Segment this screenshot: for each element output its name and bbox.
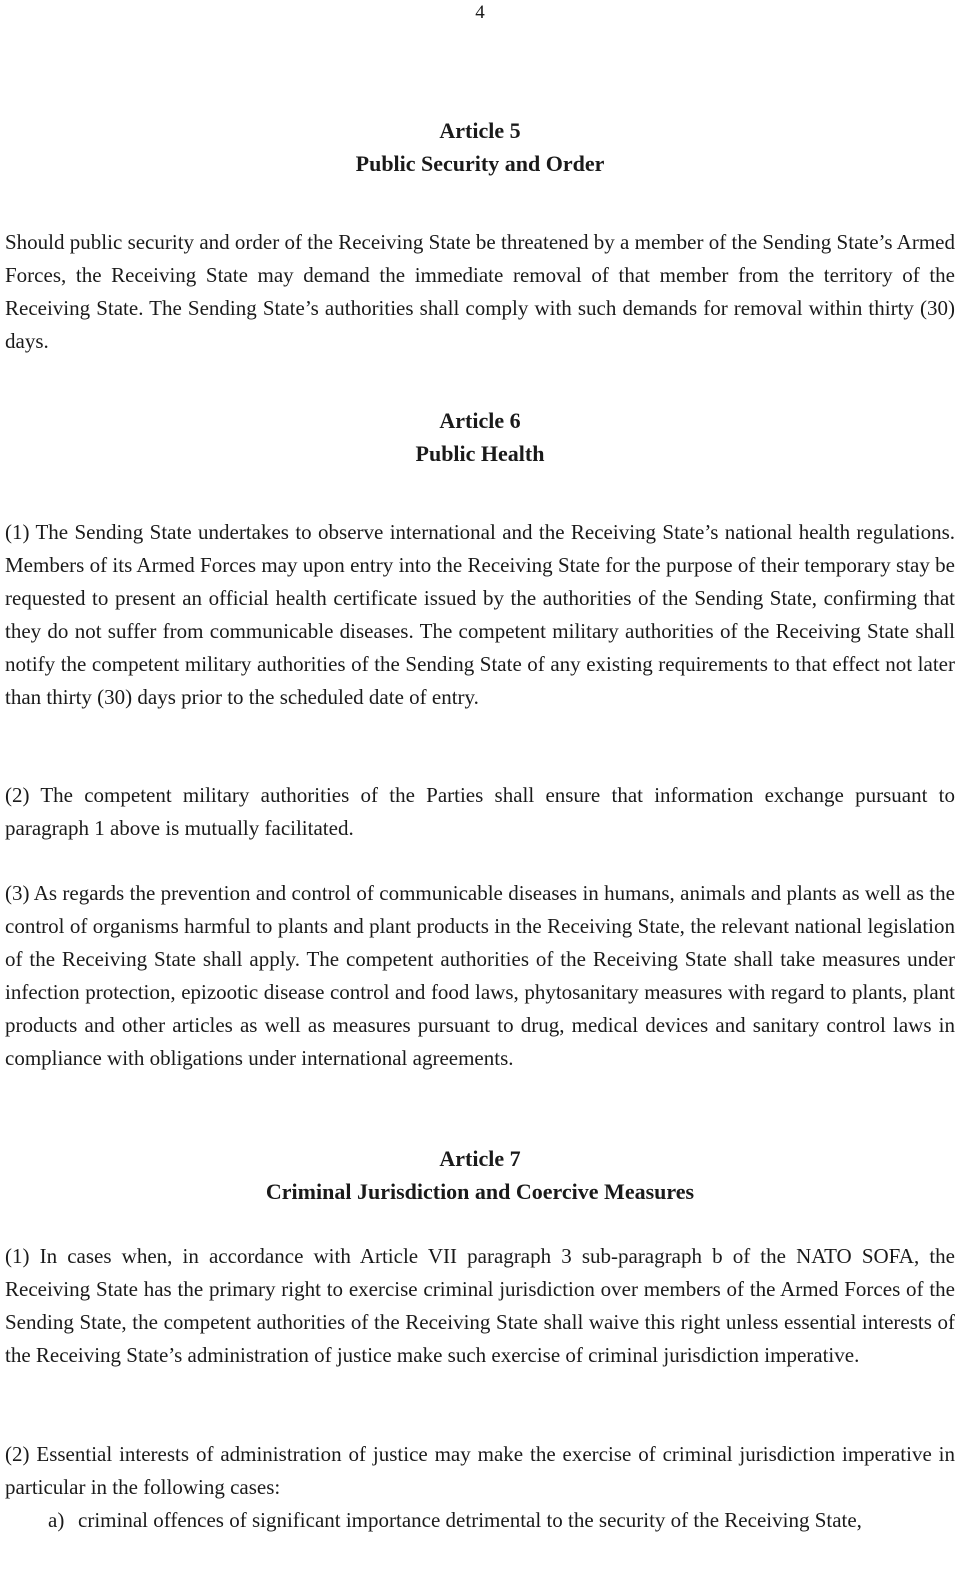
article-7-paragraph-1: (1) In cases when, in accordance with Article VII paragraph 3 sub-paragraph b of the NATO SOFA, the Receiving State has the primary right to exercise criminal jurisdiction over members of the Armed Forces of the Sending State, the competent authorities of the Receiving State shall waive this right unless essential interests of the Receiving State’s administration of justice make such exercise of criminal jurisdiction imperative.: [5, 1244, 955, 1367]
article-6-paragraph-1: (1) The Sending State undertakes to observe international and the Receiving State’s national health regulations. Members of its Armed Forces may upon entry into the Receiving State for the purpose of their temporary stay be requested to present an official health certificate issued by the authorities of the Sending State, confirming that they do not suffer from communicable diseases. The competent military authorities of the Receiving State shall notify the competent military authorities of the Sending State of any existing requirements to that effect not later than thirty (30) days prior to the scheduled date of entry.: [5, 520, 955, 709]
article-5-paragraph: Should public security and order of the Receiving State be threatened by a member of the Sending State’s Armed Forces, the Receiving State may demand the immediate removal of that member from the territory of the Receiving State. The Sending State’s authorities shall comply with such demands for removal within thirty (30) days.: [5, 230, 955, 353]
article-number: Article 7: [439, 1146, 521, 1171]
article-6-heading: [5, 404, 955, 470]
article-number: Article 5: [439, 118, 521, 143]
article-title: Public Health: [415, 441, 545, 466]
article-5-heading: [5, 114, 955, 180]
article-7-heading: [5, 1142, 955, 1208]
article-6-paragraph-3: (3) As regards the prevention and control of communicable diseases in humans, animals and plants as well as the control of organisms harmful to plants and plant products in the Receiving State, the relevant national legislation of the Receiving State shall apply. The competent authorities of the Receiving State shall take measures under infection protection, epizootic disease control and food laws, phytosanitary measures with regard to plants, plant products and other articles as well as measures pursuant to drug, medical devices and sanitary control laws in compliance with obligations under international agreements.: [5, 881, 955, 1070]
article-title: Criminal Jurisdiction and Coercive Measures: [265, 1179, 695, 1204]
article-title: Public Security and Order: [355, 151, 605, 176]
list-item-text: criminal offences of significant importance detrimental to the security of the Receiving State,: [78, 1508, 862, 1532]
list-item: [48, 1504, 955, 1537]
list-marker: a): [48, 1508, 65, 1532]
article-7-paragraph-2: (2) Essential interests of administration of justice may make the exercise of criminal jurisdiction imperative in particular in the following cases:: [5, 1442, 955, 1499]
article-6-paragraph-2: (2) The competent military authorities of the Parties shall ensure that information exchange pursuant to paragraph 1 above is mutually facilitated.: [5, 783, 955, 840]
article-number: Article 6: [439, 408, 521, 433]
page-number: 4: [475, 2, 485, 23]
